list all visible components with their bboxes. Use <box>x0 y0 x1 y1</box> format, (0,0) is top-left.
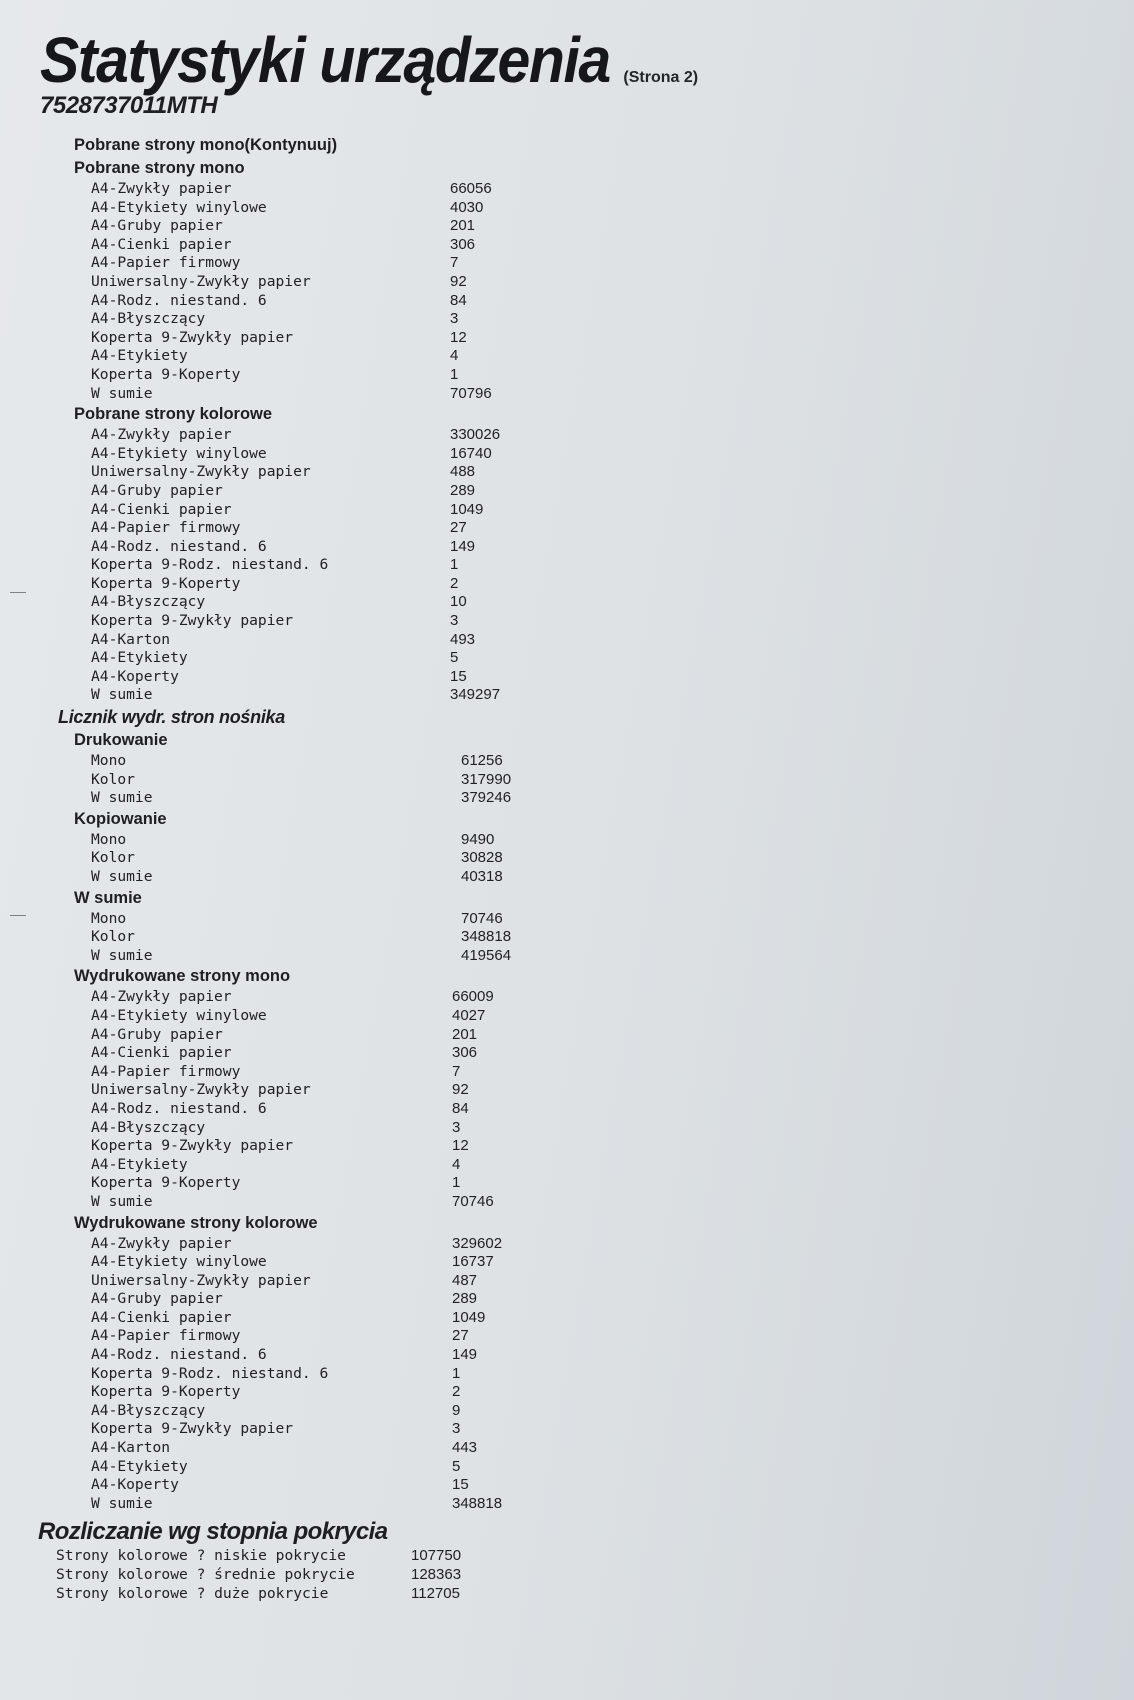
stat-value: 7 <box>450 254 459 272</box>
stat-label: A4-Karton <box>91 630 171 648</box>
stat-value: 66056 <box>450 180 492 197</box>
stat-label: A4-Błyszczący <box>91 1401 206 1419</box>
stat-row <box>91 236 1134 255</box>
stat-label: A4-Karton <box>91 1439 171 1457</box>
stat-label: Mono <box>91 830 127 848</box>
stat-row <box>91 217 1134 236</box>
stat-row <box>91 1156 1134 1175</box>
stat-row <box>91 1383 1134 1402</box>
stat-label: A4-Błyszczący <box>91 310 206 328</box>
stat-row <box>91 329 1134 348</box>
stat-value: 84 <box>450 291 467 309</box>
stat-row <box>91 310 1134 329</box>
stat-label: Koperta 9-Koperty <box>91 1383 241 1401</box>
stat-label: A4-Zwykły papier <box>91 426 232 444</box>
stat-label: A4-Etykiety winylowe <box>91 444 267 462</box>
stat-value: 1049 <box>452 1308 486 1326</box>
stat-row <box>91 1290 1134 1309</box>
stat-row <box>91 1044 1134 1063</box>
stat-value: 3 <box>450 612 459 630</box>
stat-value: 70796 <box>450 384 492 402</box>
stat-value: 379246 <box>461 789 512 807</box>
stat-value: 149 <box>452 1346 478 1364</box>
stat-value: 16737 <box>452 1253 494 1271</box>
stat-value: 329602 <box>452 1234 503 1252</box>
stat-label: Koperta 9-Koperty <box>91 1174 241 1192</box>
stat-row <box>91 831 1134 850</box>
stat-row <box>91 668 1134 687</box>
stat-row <box>56 1585 1134 1604</box>
stats-rows <box>91 988 1134 1211</box>
stat-row <box>91 1007 1134 1026</box>
section-total <box>38 887 1134 966</box>
stat-value: 92 <box>452 1081 469 1099</box>
stat-value: 1049 <box>450 500 484 518</box>
stat-value: 5 <box>452 1457 461 1475</box>
stat-value: 317990 <box>461 770 512 788</box>
stat-value: 349297 <box>450 686 501 704</box>
stat-value: 12 <box>450 328 467 346</box>
report-content <box>38 134 1134 1603</box>
stat-row <box>91 556 1134 575</box>
stat-label: A4-Etykiety winylowe <box>91 1006 267 1024</box>
stat-value: 70746 <box>452 1192 494 1210</box>
coverage-title: Rozliczanie wg stopnia pokrycia <box>38 1518 388 1546</box>
page-title: Statystyki urządzenia <box>40 24 610 96</box>
stat-label: Kolor <box>91 928 135 946</box>
stat-label: W sumie <box>91 1494 153 1512</box>
stat-value: 84 <box>452 1099 469 1117</box>
stat-row <box>91 1495 1134 1514</box>
stat-label: A4-Gruby papier <box>91 1290 223 1308</box>
stat-row <box>56 1547 1134 1566</box>
stat-label: A4-Papier firmowy <box>91 1327 241 1345</box>
stat-label: Koperta 9-Zwykły papier <box>91 612 294 630</box>
stat-row <box>91 366 1134 385</box>
stat-label: A4-Błyszczący <box>91 1118 206 1136</box>
stat-value: 27 <box>452 1327 469 1345</box>
stat-value: 92 <box>450 272 467 290</box>
stat-row <box>91 649 1134 668</box>
stat-row <box>91 789 1134 808</box>
stat-row <box>91 199 1134 218</box>
stat-row <box>91 1309 1134 1328</box>
stat-value: 4030 <box>450 198 484 216</box>
stat-value: 70746 <box>461 909 503 927</box>
stat-label: W sumie <box>91 384 153 402</box>
stat-label: Kolor <box>91 770 135 788</box>
stat-value: 1 <box>450 365 459 383</box>
stat-row <box>91 593 1134 612</box>
stat-value: 9 <box>452 1401 461 1419</box>
stat-label: A4-Etykiety <box>91 1457 188 1475</box>
stat-label: A4-Rodz. niestand. 6 <box>91 1099 267 1117</box>
stats-rows <box>91 752 1134 808</box>
stat-row <box>91 631 1134 650</box>
stat-value: 128363 <box>411 1566 462 1583</box>
stat-label: Koperta 9-Zwykły papier <box>91 1420 294 1438</box>
stat-label: A4-Etykiety <box>91 649 188 667</box>
stat-label: Kolor <box>91 849 135 867</box>
stat-value: 3 <box>450 310 459 328</box>
stat-label: A4-Etykiety <box>91 1155 188 1173</box>
stat-row <box>91 482 1134 501</box>
section-title: Drukowanie <box>74 731 168 750</box>
stat-label: A4-Etykiety <box>91 347 188 365</box>
stat-label: Koperta 9-Rodz. niestand. 6 <box>91 1364 329 1382</box>
stat-label: Uniwersalny-Zwykły papier <box>91 1081 311 1099</box>
stat-row <box>91 575 1134 594</box>
stat-label: Mono <box>91 752 127 770</box>
stat-label: A4-Papier firmowy <box>91 254 241 272</box>
stat-value: 112705 <box>411 1584 460 1602</box>
stat-value: 348818 <box>452 1494 503 1512</box>
stat-label: Koperta 9-Zwykły papier <box>91 328 294 346</box>
stat-row <box>91 501 1134 520</box>
stat-label: A4-Rodz. niestand. 6 <box>91 1346 267 1364</box>
stat-value: 487 <box>452 1271 478 1289</box>
stat-label: Koperta 9-Koperty <box>91 574 241 592</box>
section-title: Wydrukowane strony kolorowe <box>74 1213 318 1232</box>
stat-label: A4-Gruby papier <box>91 217 223 235</box>
stat-row <box>91 1235 1134 1254</box>
stat-value: 488 <box>450 463 476 481</box>
stat-row <box>91 947 1134 966</box>
stats-rows <box>91 1235 1134 1514</box>
stat-row <box>91 1439 1134 1458</box>
stat-value: 66009 <box>452 988 494 1006</box>
stat-value: 61256 <box>461 752 503 770</box>
stat-row <box>91 928 1134 947</box>
stat-label: A4-Gruby papier <box>91 1025 223 1043</box>
stat-value: 5 <box>450 649 459 667</box>
stat-label: A4-Etykiety winylowe <box>91 1253 267 1271</box>
continued-heading: Pobrane strony mono(Kontynuuj) <box>74 136 338 154</box>
section-title: Pobrane strony kolorowe <box>74 405 273 424</box>
stat-label: Strony kolorowe ? duże pokrycie <box>56 1584 329 1602</box>
stat-value: 10 <box>450 593 467 611</box>
page-number-note: (Strona 2) <box>623 69 699 86</box>
stat-row <box>91 988 1134 1007</box>
stat-row <box>91 771 1134 790</box>
section-title: Pobrane strony mono <box>74 159 245 177</box>
counter-group-title: Licznik wydr. stron nośnika <box>58 707 285 728</box>
stat-value: 1 <box>452 1174 461 1192</box>
stat-row <box>91 1174 1134 1193</box>
stats-rows <box>91 426 1134 705</box>
stat-value: 306 <box>452 1044 478 1062</box>
stat-label: A4-Zwykły papier <box>91 180 232 197</box>
stat-row <box>91 385 1134 404</box>
section-printed-color <box>38 1212 1134 1514</box>
stat-label: Mono <box>91 909 127 927</box>
device-id: 7528737011MTH <box>40 92 218 119</box>
stat-label: Koperta 9-Koperty <box>91 365 241 383</box>
stat-value: 30828 <box>461 849 503 867</box>
stat-value: 419564 <box>461 946 512 964</box>
stat-label: Strony kolorowe ? niskie pokrycie <box>56 1547 346 1565</box>
stat-label: A4-Cienki papier <box>91 235 232 253</box>
stat-row <box>91 1420 1134 1439</box>
stat-row <box>91 1193 1134 1212</box>
stat-label: Uniwersalny-Zwykły papier <box>91 272 311 290</box>
stats-rows <box>91 180 1134 403</box>
stat-label: W sumie <box>91 946 153 964</box>
stat-row <box>91 426 1134 445</box>
stat-row <box>91 1253 1134 1272</box>
stat-row <box>91 612 1134 631</box>
section-copying <box>38 808 1134 887</box>
stat-label: Koperta 9-Zwykły papier <box>91 1137 294 1155</box>
stat-value: 493 <box>450 630 476 648</box>
stat-row <box>91 445 1134 464</box>
stat-label: A4-Rodz. niestand. 6 <box>91 291 267 309</box>
stat-label: A4-Koperty <box>91 1476 179 1494</box>
stat-label: Koperta 9-Rodz. niestand. 6 <box>91 556 329 574</box>
stat-value: 289 <box>450 481 476 499</box>
stat-row <box>91 347 1134 366</box>
stat-value: 15 <box>450 667 467 685</box>
stat-row <box>91 1100 1134 1119</box>
stat-label: A4-Zwykły papier <box>91 988 232 1006</box>
stat-row <box>91 910 1134 929</box>
stat-label: Uniwersalny-Zwykły papier <box>91 1271 311 1289</box>
section-title: Kopiowanie <box>74 809 167 828</box>
section-printing <box>38 729 1134 808</box>
stat-row <box>56 1566 1134 1585</box>
stat-value: 348818 <box>461 928 512 946</box>
stat-value: 12 <box>452 1137 469 1155</box>
stat-label: A4-Koperty <box>91 667 179 685</box>
stat-label: W sumie <box>91 868 153 885</box>
stat-label: A4-Papier firmowy <box>91 1062 241 1080</box>
stat-row <box>91 686 1134 705</box>
stat-row <box>91 519 1134 538</box>
section-title: W sumie <box>74 888 142 907</box>
stat-value: 15 <box>452 1476 469 1494</box>
stat-row <box>91 1327 1134 1346</box>
stat-value: 40318 <box>461 868 503 885</box>
stat-value: 2 <box>450 574 459 592</box>
stat-value: 149 <box>450 537 476 555</box>
stat-row <box>91 538 1134 557</box>
stat-label: A4-Papier firmowy <box>91 519 241 537</box>
margin-tick <box>10 592 26 593</box>
stat-row <box>91 1402 1134 1421</box>
stat-label: A4-Cienki papier <box>91 1044 232 1062</box>
stat-value: 289 <box>452 1290 478 1308</box>
stat-row <box>91 1458 1134 1477</box>
stat-value: 107750 <box>411 1547 462 1565</box>
stat-label: Strony kolorowe ? średnie pokrycie <box>56 1566 355 1583</box>
stat-row <box>91 1119 1134 1138</box>
title-line <box>40 24 1134 96</box>
stat-label: A4-Błyszczący <box>91 593 206 611</box>
stat-value: 330026 <box>450 426 501 444</box>
stat-value: 4027 <box>452 1006 486 1024</box>
stat-value: 4 <box>450 347 459 365</box>
stat-value: 443 <box>452 1439 478 1457</box>
stat-label: W sumie <box>91 686 153 704</box>
section-downloaded-color <box>38 403 1134 705</box>
stat-value: 27 <box>450 519 467 537</box>
stat-row <box>91 752 1134 771</box>
stat-row <box>91 1272 1134 1291</box>
stat-row <box>91 849 1134 868</box>
stat-row <box>91 292 1134 311</box>
stat-value: 1 <box>450 556 459 574</box>
stat-row <box>91 1026 1134 1045</box>
stat-row <box>91 1081 1134 1100</box>
coverage-rows <box>56 1547 1134 1603</box>
stat-value: 4 <box>452 1155 461 1173</box>
stat-row <box>91 1137 1134 1156</box>
stat-value: 201 <box>452 1025 478 1043</box>
stat-label: A4-Zwykły papier <box>91 1234 232 1252</box>
stat-label: A4-Cienki papier <box>91 500 232 518</box>
stat-label: W sumie <box>91 1192 153 1210</box>
stat-value: 9490 <box>461 830 495 848</box>
stat-value: 306 <box>450 235 476 253</box>
stat-label: W sumie <box>91 789 153 807</box>
stat-value: 201 <box>450 217 476 235</box>
stat-row <box>91 273 1134 292</box>
stats-rows <box>91 910 1134 966</box>
stat-row <box>91 1346 1134 1365</box>
stat-row <box>91 868 1134 887</box>
stat-label: A4-Gruby papier <box>91 481 223 499</box>
stat-value: 3 <box>452 1118 461 1136</box>
stat-label: A4-Etykiety winylowe <box>91 198 267 216</box>
stat-row <box>91 1365 1134 1384</box>
margin-tick <box>10 915 26 916</box>
stat-value: 3 <box>452 1420 461 1438</box>
stat-row <box>91 463 1134 482</box>
stat-row <box>91 1063 1134 1082</box>
stat-row <box>91 1476 1134 1495</box>
stat-label: Uniwersalny-Zwykły papier <box>91 463 311 481</box>
section-printed-mono <box>38 965 1134 1211</box>
stat-label: A4-Cienki papier <box>91 1308 232 1326</box>
stat-row <box>91 254 1134 273</box>
stat-row <box>91 180 1134 199</box>
stat-value: 1 <box>452 1364 461 1382</box>
stat-value: 7 <box>452 1062 461 1080</box>
stats-rows <box>91 831 1134 887</box>
section-title: Wydrukowane strony mono <box>74 967 291 986</box>
stat-value: 2 <box>452 1383 461 1401</box>
stat-label: A4-Rodz. niestand. 6 <box>91 537 267 555</box>
stat-value: 16740 <box>450 444 492 462</box>
section-downloaded-mono <box>38 157 1134 403</box>
